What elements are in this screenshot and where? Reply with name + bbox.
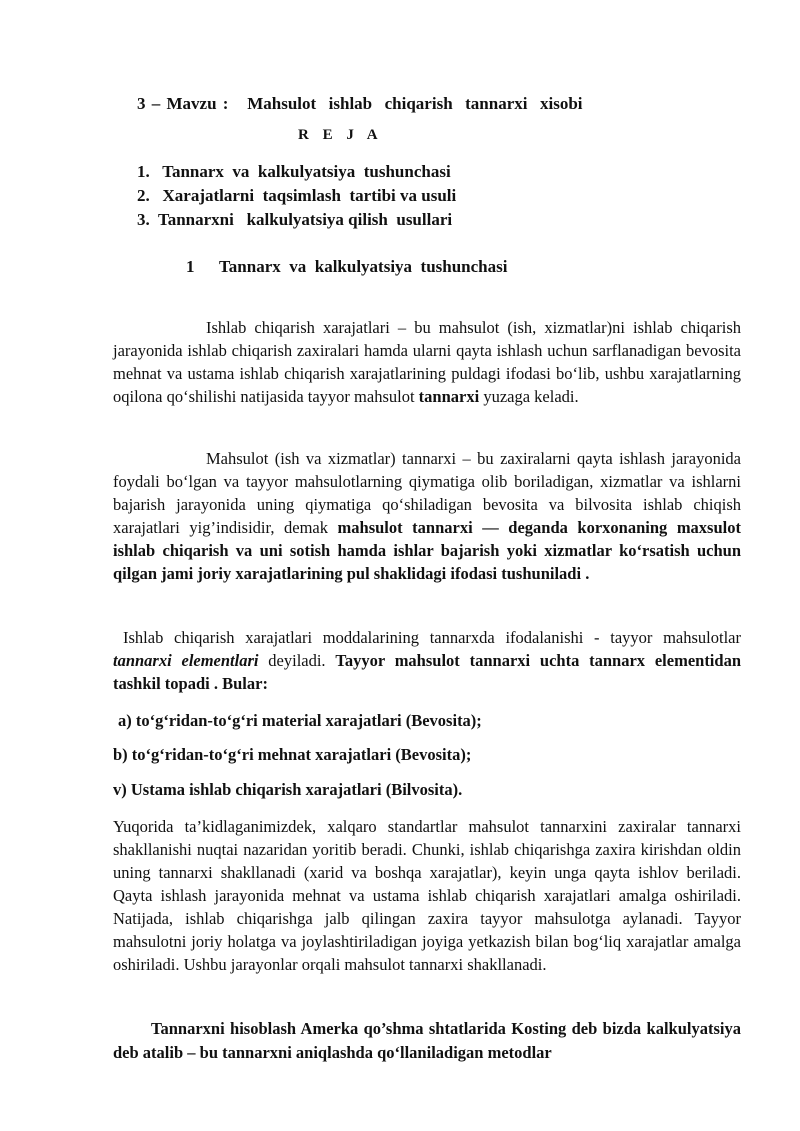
page-title: 3 – Mavzu : Mahsulot ishlab chiqarish tannarxi xisobi [137,94,583,113]
element-item-v: v) Ustama ishlab chiqarish xarajatlari (Bilvosita). [113,780,463,799]
emphasis-term: tannarxi elementlari [113,651,259,670]
paragraph-production-costs [113,316,741,408]
section-number: 1 [186,257,195,276]
plan-list [137,160,456,232]
plan-heading: R E J A [298,127,383,143]
paragraph-product-cost [113,447,741,585]
plan-item: 2. Xarajatlarni taqsimlash tartibi va usuli [137,186,457,205]
paragraph-text: deyiladi. [258,651,336,670]
definition-bold: mahsulot tannarxi — deganda korxonaning maxsulot ishlab chiqarish va uni sotish hamda ishlar bajarish yoki xizmatlar ko‘rsatish uchun qilgan jami joriy xarajatlarining pul shaklidagi ifodasi tushuniladi . [113,518,741,583]
bold-term: tannarxi [418,387,480,406]
paragraph-text: Mahsulot (ish va xizmatlar) tannarxi – bu zaxiralarni qayta ishlash jarayonida foydali bo‘lgan va tayyor mahsulotlarning qiymatiga olib boriladigan, xizmatlar va ishlarni bajarish jarayonida uning qiymatiga qo‘shiladigan bevosita va bilvosita ishlab chiqish xarajatlari yig’indisidir, demak [113,449,741,537]
bold-statement: Tayyor mahsulot tannarxi uchta tannarx elementidan tashkil topadi . Bular: [113,651,741,693]
plan-item: 1. Tannarx va kalkulyatsiya tushunchasi [137,162,451,181]
element-item-a: a) to‘g‘ridan-to‘g‘ri material xarajatlari (Bevosita); [118,711,482,730]
paragraph-text: Ishlab chiqarish xarajatlari – bu mahsulot (ish, xizmatlar)ni ishlab chiqarish jarayonida ishlab chiqarish zaxiralari hamda ularni qayta ishlash uchun sarflanadigan bevosita mehnat va ustama ishlab chiqarish xarajatlarining puldagi ifodasi bo‘lib, ushbu xarajatlarning oqilona qo‘shilishi natijasida tayyor mahsulot [113,318,741,406]
plan-item: 3. Tannarxni kalkulyatsiya qilish usullari [137,210,453,229]
paragraph-standards: Yuqorida ta’kidlaganimizdek, xalqaro standartlar mahsulot tannarxini zaxiralar tannarxi shakllanishi nuqtai nazaridan yoritib beradi. Chunki, ishlab chiqarishga zaxira kirishdan oldin uning tannarxi shakllanadi (xarid va boshqa xarajatlar), keyin unga qayta ishlov beriladi. Qayta ishlash jarayonida mehnat va ustama ishlab chiqarish xarajatlari amalga oshiriladi. Natijada, ishlab chiqarishga jalb qilingan zaxira tayyor mahsulotga aylanadi. Tayyor mahsulotni joriy holatga va joylashtiriladigan joyiga yetkazish bilan bog‘liq xarajatlar amalga oshiriladi. Ushbu jarayonlar orqali mahsulot tannarxi shakllanadi. [113,817,741,974]
section-heading [186,257,507,277]
paragraph-text: yuzaga keladi. [479,387,579,406]
section-title: Tannarx va kalkulyatsiya tushunchasi [219,257,508,276]
paragraph-cost-elements [113,626,741,695]
paragraph-text: Ishlab chiqarish xarajatlari moddalarining tannarxda ifodalanishi - tayyor mahsulotlar [123,628,741,647]
element-item-b: b) to‘g‘ridan-to‘g‘ri mehnat xarajatlari (Bevosita); [113,745,472,764]
paragraph-costing: Tannarxni hisoblash Amerka qo’shma shtatlarida Kosting deb bizda kalkulyatsiya deb atalib – bu tannarxni aniqlashda qo‘llaniladigan metodlar [113,1019,741,1062]
